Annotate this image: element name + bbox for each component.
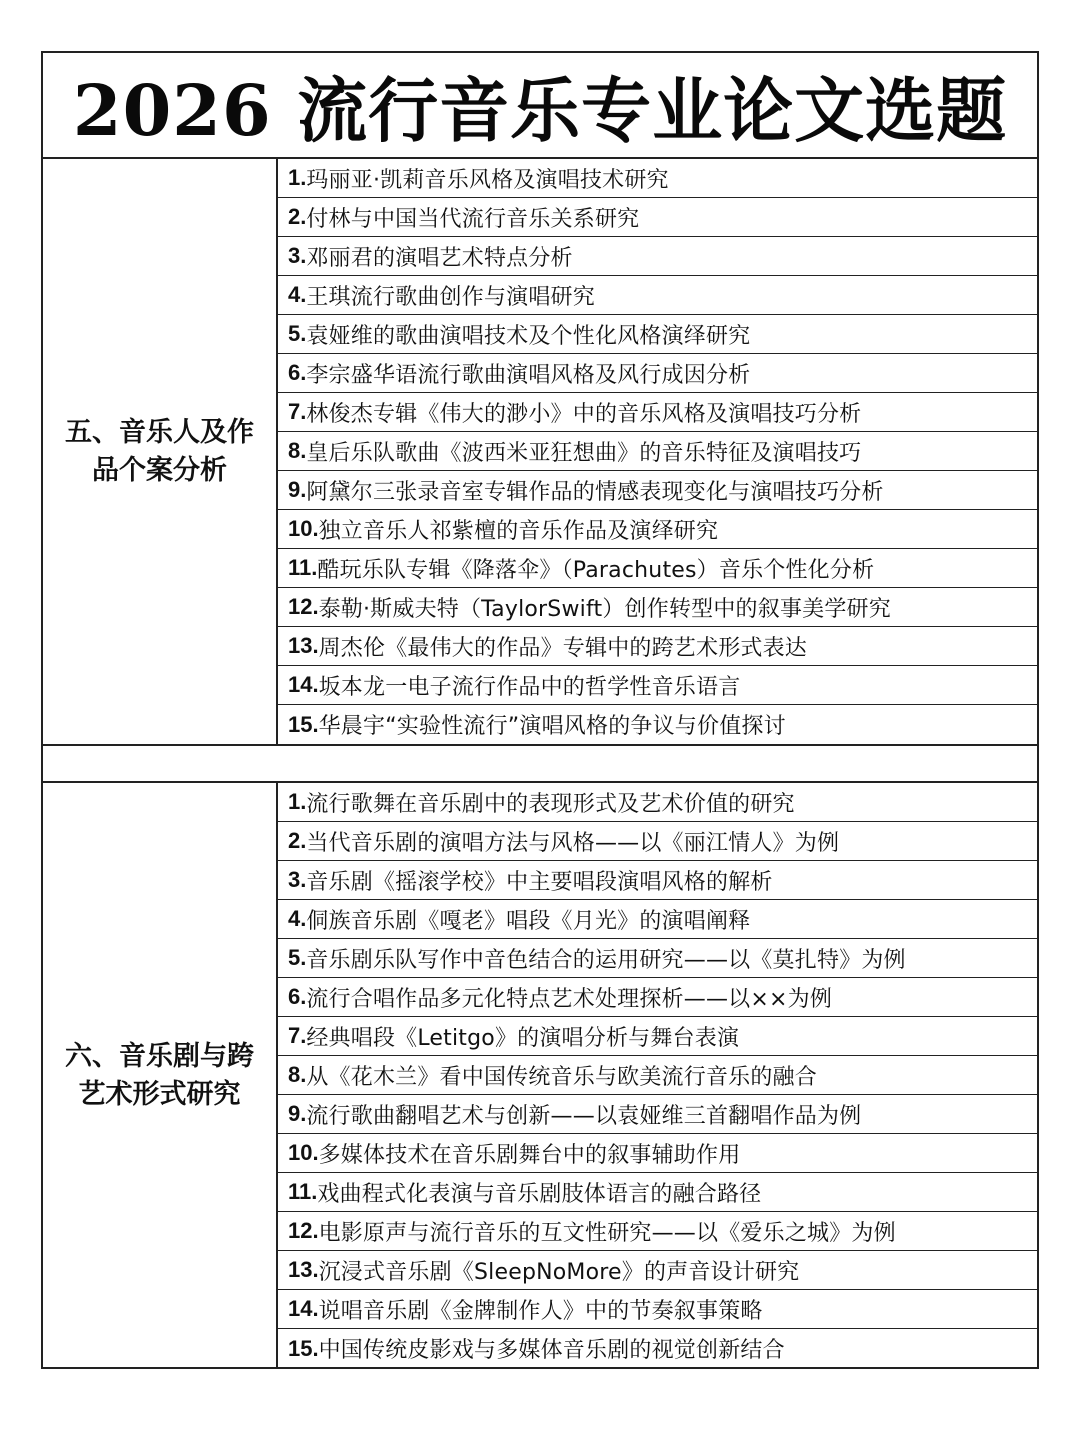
topics-table <box>41 51 1039 1369</box>
topic-row <box>278 783 1037 822</box>
topic-text: 坂本龙一电子流行作品中的哲学性音乐语言 <box>318 674 741 700</box>
topic-number: 12. <box>288 1218 319 1243</box>
topic-text: 音乐剧《摇滚学校》中主要唱段演唱风格的解析 <box>306 869 773 895</box>
topic-row <box>278 1017 1037 1056</box>
topic-text: 当代音乐剧的演唱方法与风格——以《丽江情人》为例 <box>306 830 840 856</box>
topic-number: 14. <box>288 1296 319 1321</box>
topic-number: 15. <box>288 711 319 737</box>
topic-number: 10. <box>288 516 319 541</box>
topic-text: 泰勒·斯威夫特（TaylorSwift）创作转型中的叙事美学研究 <box>318 596 891 622</box>
title-row <box>43 53 1037 159</box>
topic-number: 8. <box>288 1062 307 1087</box>
topic-text: 酷玩乐队专辑《降落伞》（Parachutes）音乐个性化分析 <box>317 557 875 583</box>
topic-row <box>278 627 1037 666</box>
topic-number: 11. <box>288 555 318 580</box>
topic-text: 王琪流行歌曲创作与演唱研究 <box>306 284 595 310</box>
topic-number: 11. <box>288 1179 318 1204</box>
topic-text: 经典唱段《Letitgo》的演唱分析与舞台表演 <box>306 1025 740 1051</box>
topic-row <box>278 1290 1037 1329</box>
topic-row <box>278 588 1037 627</box>
topic-row <box>278 1095 1037 1134</box>
topic-number: 13. <box>288 633 319 658</box>
topic-number: 9. <box>288 1101 307 1126</box>
topic-number: 14. <box>288 672 319 697</box>
topic-text: 袁娅维的歌曲演唱技术及个性化风格演绎研究 <box>306 323 751 349</box>
topic-number: 13. <box>288 1257 319 1282</box>
topic-text: 中国传统皮影戏与多媒体音乐剧的视觉创新结合 <box>318 1338 785 1363</box>
topic-text: 侗族音乐剧《嘎老》唱段《月光》的演唱阐释 <box>306 908 751 934</box>
topic-number: 12. <box>288 594 319 619</box>
topic-row <box>278 705 1037 744</box>
section-artist-case-study <box>43 159 1037 744</box>
topic-row <box>278 159 1037 198</box>
category-cell <box>43 159 278 744</box>
spacer-row <box>43 744 1037 783</box>
topic-number: 3. <box>288 867 307 892</box>
topic-text: 邓丽君的演唱艺术特点分析 <box>306 245 573 271</box>
category-label: 六、音乐剧与跨艺术形式研究 <box>65 1041 254 1110</box>
topic-row <box>278 354 1037 393</box>
topic-number: 5. <box>288 321 307 346</box>
topic-text: 多媒体技术在音乐剧舞台中的叙事辅助作用 <box>318 1142 741 1168</box>
topic-text: 从《花木兰》看中国传统音乐与欧美流行音乐的融合 <box>306 1064 817 1090</box>
topic-row <box>278 1134 1037 1173</box>
section-musical-theatre <box>43 783 1037 1369</box>
topic-number: 6. <box>288 360 307 385</box>
topic-row <box>278 549 1037 588</box>
topic-number: 6. <box>288 984 307 1009</box>
topic-text: 周杰伦《最伟大的作品》专辑中的跨艺术形式表达 <box>318 635 807 661</box>
topic-row <box>278 861 1037 900</box>
topic-number: 7. <box>288 399 307 424</box>
page-title: 2026 流行音乐专业论文选题 <box>72 68 1008 152</box>
topic-text: 电影原声与流行音乐的互文性研究——以《爱乐之城》为例 <box>318 1220 896 1246</box>
topic-number: 7. <box>288 1023 307 1048</box>
topic-row <box>278 1173 1037 1212</box>
topic-text: 皇后乐队歌曲《波西米亚狂想曲》的音乐特征及演唱技巧 <box>306 440 862 466</box>
topic-row <box>278 315 1037 354</box>
topic-number: 1. <box>288 165 307 190</box>
category-label: 五、音乐人及作品个案分析 <box>65 416 254 486</box>
topic-row <box>278 1212 1037 1251</box>
topic-number: 8. <box>288 438 307 463</box>
topic-number: 4. <box>288 282 307 307</box>
topic-number: 3. <box>288 243 307 268</box>
topic-row <box>278 198 1037 237</box>
topic-text: 戏曲程式化表演与音乐剧肢体语言的融合路径 <box>317 1181 762 1207</box>
category-cell <box>43 783 278 1369</box>
topic-row <box>278 978 1037 1017</box>
topic-text: 阿黛尔三张录音室专辑作品的情感表现变化与演唱技巧分析 <box>306 479 884 505</box>
topic-row <box>278 822 1037 861</box>
topic-row <box>278 237 1037 276</box>
topic-list <box>278 159 1037 744</box>
topic-row <box>278 666 1037 705</box>
topic-text: 沉浸式音乐剧《SleepNoMore》的声音设计研究 <box>318 1259 800 1285</box>
topic-row <box>278 393 1037 432</box>
topic-row <box>278 939 1037 978</box>
topic-number: 2. <box>288 204 307 229</box>
topic-list <box>278 783 1037 1369</box>
topic-text: 流行合唱作品多元化特点艺术处理探析——以××为例 <box>306 986 833 1012</box>
topic-number: 9. <box>288 477 307 502</box>
topic-row <box>278 510 1037 549</box>
topic-row <box>278 1251 1037 1290</box>
topic-number: 2. <box>288 828 307 853</box>
topic-number: 5. <box>288 945 307 970</box>
topic-number: 10. <box>288 1140 319 1165</box>
topic-text: 独立音乐人祁紫檀的音乐作品及演绎研究 <box>318 518 719 544</box>
topic-text: 林俊杰专辑《伟大的渺小》中的音乐风格及演唱技巧分析 <box>306 401 862 427</box>
topic-text: 说唱音乐剧《金牌制作人》中的节奏叙事策略 <box>318 1298 763 1324</box>
topic-text: 玛丽亚·凯莉音乐风格及演唱技术研究 <box>306 167 669 193</box>
topic-text: 音乐剧乐队写作中音色结合的运用研究——以《莫扎特》为例 <box>306 947 906 973</box>
topic-text: 华晨宇“实验性流行”演唱风格的争议与价值探讨 <box>318 714 786 739</box>
topic-text: 流行歌曲翻唱艺术与创新——以袁娅维三首翻唱作品为例 <box>306 1103 862 1129</box>
topic-text: 李宗盛华语流行歌曲演唱风格及风行成因分析 <box>306 362 751 388</box>
topic-text: 流行歌舞在音乐剧中的表现形式及艺术价值的研究 <box>306 791 795 817</box>
topic-row <box>278 471 1037 510</box>
topic-row <box>278 1329 1037 1368</box>
topic-number: 4. <box>288 906 307 931</box>
topic-row <box>278 900 1037 939</box>
topic-number: 1. <box>288 789 307 814</box>
topic-number: 15. <box>288 1335 319 1361</box>
topic-row <box>278 1056 1037 1095</box>
topic-row <box>278 276 1037 315</box>
topic-row <box>278 432 1037 471</box>
topic-text: 付林与中国当代流行音乐关系研究 <box>306 206 640 232</box>
